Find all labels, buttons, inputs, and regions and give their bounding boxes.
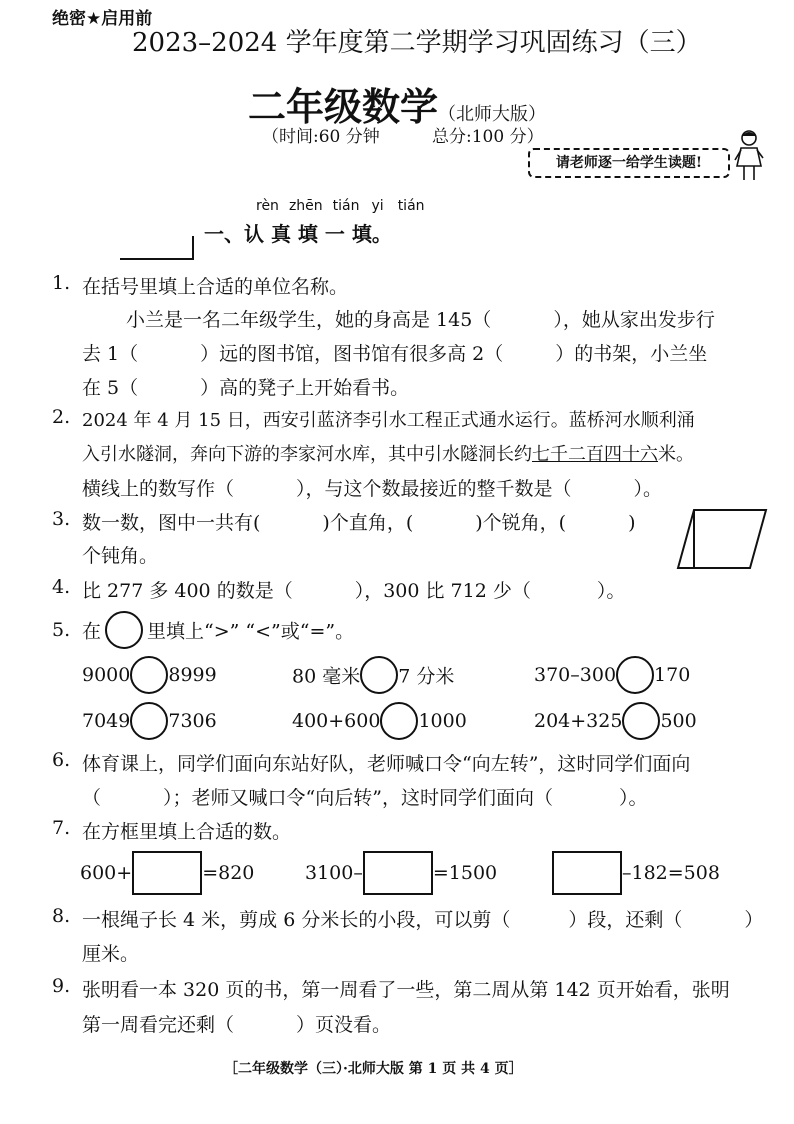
q8-number: 8. — [52, 905, 71, 927]
page-footer: ［二年级数学（三）·北师大版 第 1 页 共 4 页］ — [224, 1061, 523, 1077]
q8-line1 — [82, 905, 763, 932]
q7-e3b: –182=508 — [622, 862, 720, 884]
q9-l2b: ）页没看。 — [296, 1014, 392, 1036]
q3-line2: 个钝角。 — [82, 545, 159, 567]
q7-prompt: 在方框里填上合适的数。 — [82, 821, 292, 843]
q7-e2a: 3100– — [305, 862, 363, 884]
q1-line4 — [82, 373, 409, 400]
q4-b: ），300 比 712 少（ — [354, 580, 531, 602]
q5-compare-circle-5[interactable] — [380, 702, 418, 740]
q2-l3c: ）。 — [633, 478, 663, 500]
q7-eq2 — [305, 851, 497, 895]
q3-l1c: )个锐角，( — [475, 512, 567, 534]
q2-l3a: 横线上的数写作（ — [82, 478, 235, 500]
q5-r2-a3 — [534, 702, 697, 740]
q5-prompt — [82, 611, 354, 649]
q5-compare-circle-3[interactable] — [616, 656, 654, 694]
q6-line1: 体育课上，同学们面向东站好队，老师喊口令“向左转”，这时同学们面向 — [82, 753, 691, 775]
q4-a: 比 277 多 400 的数是（ — [82, 580, 293, 602]
q1-l4b: ）高的凳子上开始看书。 — [200, 377, 410, 399]
q9-number: 9. — [52, 975, 71, 997]
q3-l1a: 数一数，图中一共有( — [82, 512, 261, 534]
q1-number: 1. — [52, 272, 71, 294]
q1-l3a: 去 1（ — [82, 343, 139, 365]
q5-b: 里填上“>” “<”或“=”。 — [147, 620, 355, 643]
confidential-label: 绝密★启用前 — [52, 9, 153, 29]
q5-r1-a3 — [534, 656, 690, 694]
q2-line3 — [82, 474, 662, 501]
pinyin-ren: rèn — [256, 198, 279, 214]
parallelogram-figure — [676, 506, 770, 572]
q5-r1-left-2: 80 毫米 — [292, 665, 361, 688]
q1-line2 — [126, 305, 715, 332]
q5-r2-left-3: 204+325 — [534, 710, 623, 732]
q1-line3 — [82, 339, 707, 366]
q7-e2b: =1500 — [432, 862, 498, 884]
q5-r2-left-2: 400+600 — [292, 710, 381, 732]
q5-r1-a1 — [82, 656, 217, 694]
q5-r2-a1 — [82, 702, 217, 740]
q7-answer-box-1[interactable] — [132, 851, 202, 895]
q8-l1c: ） — [744, 909, 764, 931]
q5-a: 在 — [82, 620, 102, 643]
q5-number: 5. — [52, 619, 71, 641]
q5-r2-right-1: 7306 — [168, 710, 217, 732]
q5-r1-right-2: 7 分米 — [398, 665, 455, 688]
q3-l1d: ) — [628, 512, 636, 534]
q3-l1b: )个直角，( — [322, 512, 414, 534]
q7-eq1 — [80, 851, 254, 895]
q6-number: 6. — [52, 749, 71, 771]
q8-line2: 厘米。 — [82, 943, 140, 965]
q5-compare-circle-2[interactable] — [360, 656, 398, 694]
q6-line2 — [82, 783, 647, 810]
edition-label: （北师大版） — [438, 104, 547, 125]
time-info: （时间:60 分钟 — [262, 127, 380, 147]
q6-l2c: ）。 — [618, 787, 648, 809]
q1-l2a: 小兰是一名二年级学生，她的身高是 145（ — [126, 309, 492, 331]
q4-line — [82, 576, 625, 603]
q7-e1b: =820 — [202, 862, 255, 884]
q5-r1-left-1: 9000 — [82, 664, 131, 686]
pinyin-tian: tián — [332, 198, 360, 214]
pinyin-tian2: tián — [397, 198, 425, 214]
q2-line2 — [82, 440, 694, 466]
total-score: 总分:100 分） — [432, 127, 544, 147]
section-pinyin — [256, 198, 425, 214]
q2-l2b: 米。 — [658, 444, 694, 465]
q5-r2-left-1: 7049 — [82, 710, 131, 732]
q3-number: 3. — [52, 508, 71, 530]
teacher-note-stamp: 请老师逐一给学生读题! — [528, 148, 730, 178]
q5-r1-left-3: 370–300 — [534, 664, 617, 686]
q9-line1: 张明看一本 320 页的书，第一周看了一些，第二周从第 142 页开始看，张明 — [82, 979, 730, 1001]
q5-r2-a2 — [292, 702, 467, 740]
girl-illustration-icon — [732, 128, 766, 182]
q8-l1b: ）段，还剩（ — [568, 909, 683, 931]
q2-line1: 2024 年 4 月 15 日，西安引蓝济李引水工程正式通水运行。蓝桥河水顺利涌 — [82, 410, 695, 431]
circle-symbol-icon — [105, 611, 143, 649]
q5-r1-a2 — [292, 656, 454, 694]
q1-l3c: ）的书架，小兰坐 — [555, 343, 708, 365]
q7-e1a: 600+ — [80, 862, 133, 884]
q1-l4a: 在 5（ — [82, 377, 139, 399]
q3-line1 — [82, 508, 636, 535]
q9-line2 — [82, 1010, 391, 1037]
q5-compare-circle-1[interactable] — [130, 656, 168, 694]
q7-answer-box-2[interactable] — [363, 851, 433, 895]
q5-r1-right-1: 8999 — [168, 664, 217, 686]
q4-c: ）。 — [596, 580, 626, 602]
section-title: 一、认 真 填 一 填。 — [204, 222, 392, 246]
q2-underlined-number: 七千二百四十六 — [532, 444, 658, 465]
q1-l3b: ）远的图书馆，图书馆有很多高 2（ — [200, 343, 504, 365]
q8-l1a: 一根绳子长 4 米，剪成 6 分米长的小段，可以剪（ — [82, 909, 511, 931]
q5-r1-right-3: 170 — [654, 664, 691, 686]
q6-l2b: ）；老师又喊口令“向后转”，这时同学们面向（ — [163, 787, 553, 809]
q7-eq3 — [552, 851, 720, 895]
q1-prompt: 在括号里填上合适的单位名称。 — [82, 276, 349, 298]
q5-compare-circle-4[interactable] — [130, 702, 168, 740]
pinyin-yi: yi — [371, 198, 384, 214]
q9-l2a: 第一周看完还剩（ — [82, 1014, 235, 1036]
q7-answer-box-3[interactable] — [552, 851, 622, 895]
exam-title: 2023–2024 学年度第二学期学习巩固练习（三） — [132, 28, 702, 58]
q7-number: 7. — [52, 817, 71, 839]
q5-r2-right-3: 500 — [660, 710, 697, 732]
q5-r2-right-2: 1000 — [418, 710, 467, 732]
score-box-mark — [120, 236, 194, 260]
q1-l2b: ），她从家出发步行 — [553, 309, 715, 331]
q2-l2a: 入引水隧洞，奔向下游的李家河水库，其中引水隧洞长约 — [82, 444, 532, 465]
pinyin-zhen: zhēn — [288, 198, 323, 214]
q2-l3b: ），与这个数最接近的整千数是（ — [296, 478, 572, 500]
q6-l2a: （ — [82, 787, 102, 809]
q5-compare-circle-6[interactable] — [622, 702, 660, 740]
q4-number: 4. — [52, 576, 71, 598]
q2-number: 2. — [52, 406, 71, 428]
subject-name: 二年级数学 — [248, 85, 439, 129]
